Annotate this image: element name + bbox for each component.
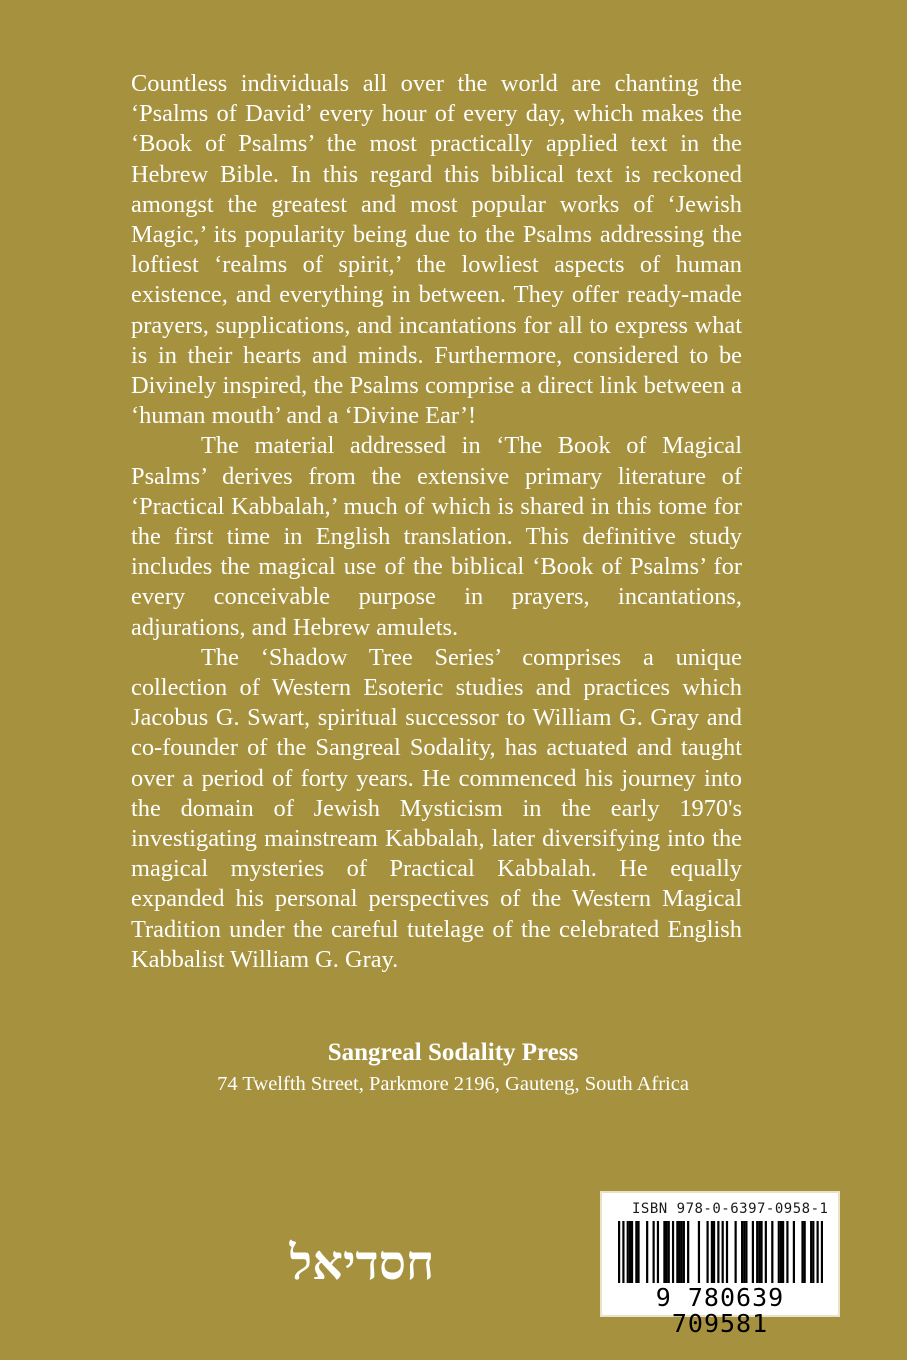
hebrew-logo-text: חסדיאל — [289, 1235, 435, 1291]
barcode-bar — [801, 1221, 803, 1283]
barcode-bar — [676, 1221, 678, 1283]
barcode-bar — [717, 1221, 719, 1283]
barcode-bar — [810, 1221, 812, 1283]
publisher-block — [120, 1037, 786, 1099]
barcode-bar — [735, 1221, 737, 1283]
barcode-bar — [687, 1221, 689, 1283]
barcode-bar — [793, 1221, 795, 1283]
publisher-name: Sangreal Sodality Press — [327, 1039, 579, 1066]
barcode-bar — [618, 1221, 620, 1283]
barcode-bar — [683, 1221, 685, 1283]
barcode-bar — [622, 1221, 624, 1283]
barcode-bar — [653, 1221, 655, 1283]
barcode-bar — [771, 1221, 773, 1283]
barcode-digits: 9 780639 709581 — [655, 1283, 785, 1338]
barcode-bar — [780, 1221, 782, 1283]
barcode-bar — [743, 1221, 745, 1283]
barcode-bar — [804, 1221, 806, 1283]
barcode-bar — [627, 1221, 629, 1283]
barcode-bar — [758, 1221, 760, 1283]
barcode-bar — [722, 1221, 724, 1283]
barcode-bar — [663, 1221, 665, 1283]
isbn-barcode-box — [600, 1191, 840, 1338]
barcode-bar — [726, 1221, 728, 1283]
barcode-bar — [672, 1221, 674, 1283]
barcode-bar — [637, 1221, 639, 1283]
barcode-bar — [711, 1221, 713, 1283]
barcode-bar — [657, 1221, 659, 1283]
barcode-bar — [631, 1221, 633, 1283]
barcode-bar — [668, 1221, 670, 1283]
barcode-bar — [821, 1221, 823, 1283]
barcode-bar — [635, 1221, 637, 1283]
publisher-address: 74 Twelfth Street, Parkmore 2196, Gauteng, South Africa — [217, 1073, 689, 1095]
barcode-bar — [765, 1221, 767, 1283]
barcode-bar — [760, 1221, 762, 1283]
isbn-label: ISBN 978-0-6397-0958-1 — [632, 1201, 829, 1217]
back-cover-blurb — [131, 69, 742, 975]
barcode-bar — [665, 1221, 667, 1283]
barcode-bar — [698, 1221, 700, 1283]
barcode-bar — [752, 1221, 754, 1283]
barcode-bar — [706, 1221, 708, 1283]
blurb-paragraph-2: The material addressed in ‘The Book of Magical Psalms’ derives from the extensive primary literature of ‘Practical Kabbalah,’ much of which is shared in this tome for the first time in English translation. This definitive study includes the magical use of the biblical ‘Book of Psalms’ for every conceivable purpose in prayers, incantations, adjurations, and Hebrew amulets. — [131, 432, 742, 641]
publisher-logo — [272, 1230, 452, 1296]
barcode-bar — [741, 1221, 743, 1283]
barcode-bar — [646, 1221, 648, 1283]
barcode-bar — [782, 1221, 784, 1283]
blurb-paragraph-1: Countless individuals all over the world are chanting the ‘Psalms of David’ every hour of every day, which makes the ‘Book of Psalms’ the most practically applied text in the Hebrew Bible. In this regard this biblical text is reckoned amongst the greatest and most popular works of ‘Jewish Magic,’ its popularity being due to the Psalms addressing the loftiest ‘realms of spirit,’ the lowliest aspects of human existence, and everything in between. They offer ready-made prayers, supplications, and incantations for all to express what is in their hearts and minds. Furthermore, considered to be Divinely inspired, the Psalms comprise a direct link between a ‘human mouth’ and a ‘Divine Ear’! — [131, 70, 742, 430]
barcode-bar — [812, 1221, 814, 1283]
barcode-bar — [817, 1221, 819, 1283]
barcode-bar — [629, 1221, 631, 1283]
barcode-bar — [713, 1221, 715, 1283]
barcode-bars — [618, 1221, 823, 1283]
barcode-bar — [745, 1221, 747, 1283]
barcode-bar — [756, 1221, 758, 1283]
barcode-bar — [681, 1221, 683, 1283]
barcode-bar — [786, 1221, 788, 1283]
barcode-bar — [778, 1221, 780, 1283]
blurb-paragraph-3: The ‘Shadow Tree Series’ comprises a unique collection of Western Esoteric studies and practices which Jacobus G. Swart, spiritual successor to William G. Gray and co-founder of the Sangreal Sodality, has actuated and taught over a period of forty years. He commenced his journey into the domain of Jewish Mysticism in the early 1970's investigating mainstream Kabbalah, later diversifying into the magical mysteries of Practical Kabbalah. He equally expanded his personal perspectives of the Western Magical Tradition under the careful tutelage of the celebrated English Kabbalist William G. Gray. — [131, 643, 742, 973]
barcode-bar — [678, 1221, 680, 1283]
